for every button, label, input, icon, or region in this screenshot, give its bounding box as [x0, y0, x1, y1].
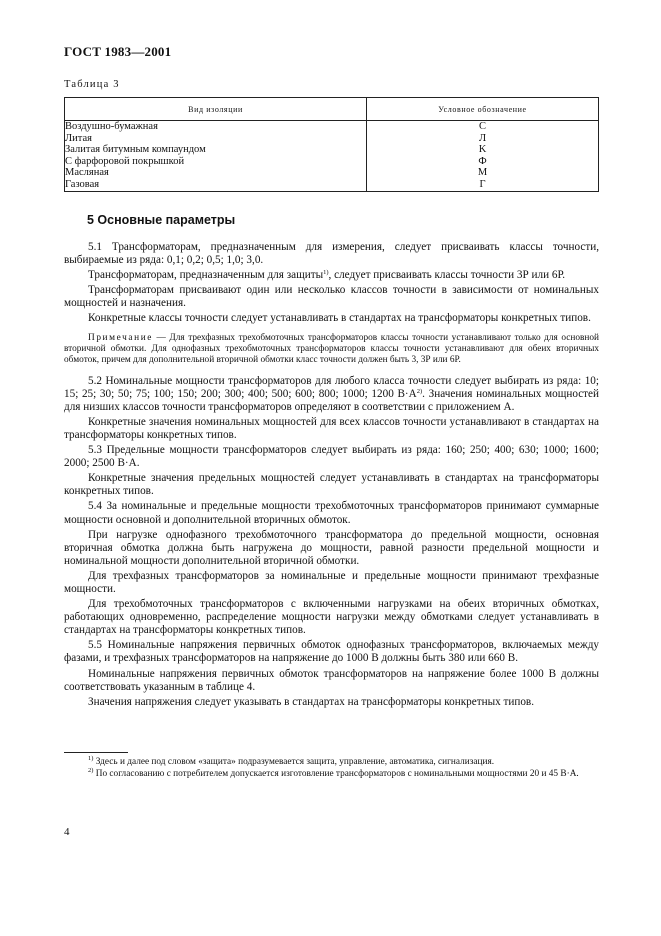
footnote-ref: 2) — [416, 387, 423, 395]
insulation-name: Литая — [65, 132, 92, 144]
footnote: $^{1)}$ Здесь и далее под словом «защита» подразумевается защита, управление, автоматика, сигнализация. — [88, 755, 495, 767]
page-number: 4 — [64, 826, 70, 838]
column-header-designation: Условное обозначение — [367, 98, 599, 121]
designation-code: Л — [478, 132, 487, 144]
footnote: $^{2)}$ По согласованию с потребителем допускается изготовление трансформаторов с номинальными мощностями 20 и 45 В·А. — [88, 766, 579, 779]
insulation-table — [64, 97, 599, 192]
insulation-name: Газовая — [65, 178, 100, 190]
paragraph-5-4-distribution: Для трехобмоточных трансформаторов с включенными нагрузками на обеих вторичных обмотках, работающих одновременно, распределение мощности нагрузки между обмотками следует устанавливать в стандартах на трансформаторы конкретных типов. — [64, 598, 599, 637]
footnote-divider — [64, 752, 128, 753]
insulation-name: Залитая битумным компаундом — [65, 144, 206, 156]
insulation-name: Воздушно-бумажная — [65, 121, 158, 132]
insulation-names-cell — [65, 121, 367, 192]
paragraph-5-1-protection: Трансформаторам, предназначенным для защиты$^{1)}$, следует присваивать классы точности 3Р или 6Р. — [88, 269, 566, 282]
paragraph-5-1-classes: Трансформаторам присваивают один или несколько классов точности в зависимости от номинальных мощностей и назначения. — [64, 284, 599, 310]
paragraph-5-1: 5.1 Трансформаторам, предназначенным для измерения, следует присваивать классы точности, выбираемые из ряда: 0,1; 0,2; 0,5; 1,0; 3,0. — [64, 241, 599, 267]
section-body — [64, 241, 599, 711]
note-label: Примечание — [88, 332, 153, 343]
paragraph-5-4-load: При нагрузке однофазного трехобмоточного трансформатора до предельной мощности, основная вторичная обмотка должна быть нагружена до мощности, равной разности предельной мощности и номинальной мощности дополнительной вторичной обмотки. — [64, 528, 599, 567]
paragraph-5-4-threephase: Для трехфазных трансформаторов за номинальные и предельные мощности принимают трехфазные мощности. — [64, 569, 599, 595]
paragraph-5-5: 5.5 Номинальные напряжения первичных обмоток однофазных трансформаторов, включаемых между фазами, и трехфазных трансформаторов на напряжение до 1000 В должны быть 380 или 660 В. — [64, 639, 599, 665]
designation-code: С — [478, 121, 486, 132]
footnote-mark: 2) — [88, 766, 94, 774]
paragraph-5-4: 5.4 За номинальные и предельные мощности трехобмоточных трансформаторов принимают суммарные мощности основной и дополнительной вторичных обмоток. — [64, 500, 599, 526]
footnote-ref: 1) — [323, 269, 329, 277]
footnote-mark: 1) — [88, 755, 94, 762]
standard-header: ГОСТ 1983—2001 — [64, 44, 172, 59]
paragraph-5-2: 5.2 Номинальные мощности трансформаторов для любого класса точности следует выбирать из ряда: 10; 15; 25; 30; 50; 75; 100; 150; 200; 300; 400; 500; 600; 800; 1000; 1200 $В\cdot А^{2)}$. Значения номинальных мощностей для низших классов точности трансформаторов определяют в соответствии с приложением А. — [64, 374, 599, 413]
section-title: 5 Основные параметры — [87, 213, 236, 227]
designation-code: Г — [479, 178, 486, 190]
table-caption: Таблица 3 — [64, 79, 120, 90]
paragraph-5-3-specific: Конкретные значения предельных мощностей следует устанавливать в стандартах на трансформаторы конкретных типов. — [64, 472, 599, 498]
paragraph-5-5-values: Значения напряжения следует указывать в стандартах на трансформаторы конкретных типов. — [88, 695, 535, 708]
footnotes — [64, 757, 599, 780]
insulation-name: Масляная — [65, 167, 109, 179]
paragraph-5-2-specific: Конкретные значения номинальных мощностей для всех классов точности устанавливают в стандартах на трансформаторы конкретных типов. — [64, 415, 599, 441]
note-text: — Для трехфазных трехобмоточных трансформаторов классы точности устанавливают только для основной вторичной обмотки. Для однофазных трехобмоточных трансформаторов классы точности устанавливают для обеих вторичных обмоток, причем для дополнительной вторичной обмотки класс точности должен быть 3, 3Р или 6Р. — [64, 332, 599, 365]
paragraph-5-5-voltage: Номинальные напряжения первичных обмоток трансформаторов на напряжение более 1000 В должны соответствовать указанным в таблице 4. — [64, 667, 599, 693]
designation-code: Ф — [478, 155, 487, 167]
designation-codes-cell — [367, 121, 599, 192]
designation-code: K — [478, 144, 487, 156]
paragraph-5-1-specific: Конкретные классы точности следует устанавливать в стандартах на трансформаторы конкретных типов. — [88, 312, 591, 325]
paragraph-5-3: 5.3 Предельные мощности трансформаторов следует выбирать из ряда: 160; 250; 400; 630; 1000; 1600; 2000; 2500 В·А. — [64, 444, 599, 470]
table-body-row — [65, 121, 599, 192]
note — [64, 333, 599, 366]
designation-code: М — [477, 167, 488, 179]
column-header-insulation-type: Вид изоляции — [65, 98, 367, 121]
insulation-name: С фарфоровой покрышкой — [65, 155, 185, 167]
